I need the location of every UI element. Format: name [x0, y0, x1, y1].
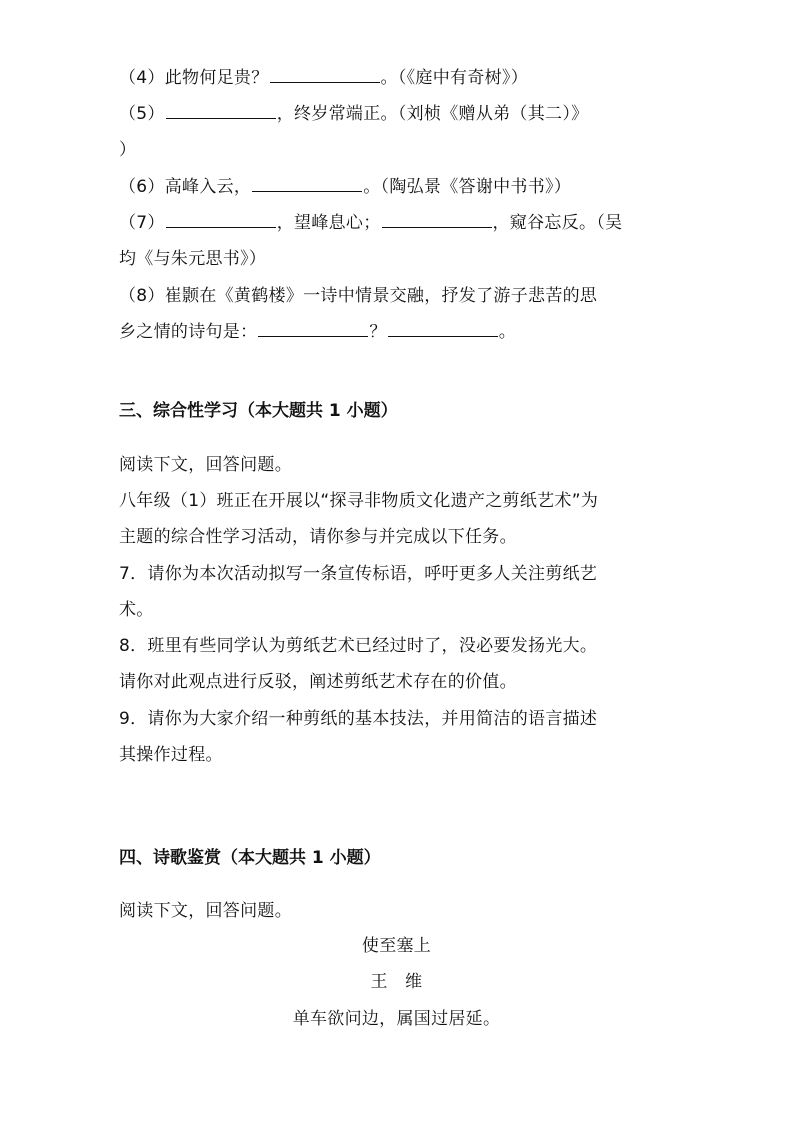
- fill-item-5: [119, 104, 588, 124]
- answer-blank[interactable]: [388, 322, 498, 337]
- section-3-paragraph-cont: 主题的综合性学习活动，请你参与并完成以下任务。: [119, 527, 517, 547]
- question-8: 8．班里有些同学认为剪纸艺术已经过时了，没必要发扬光大。: [119, 636, 598, 656]
- item-text: 高峰入云，: [164, 177, 252, 197]
- fill-item-7-tail: 均《与朱元思书》）: [119, 249, 267, 269]
- question-8-cont: 请你对此观点进行反驳，阐述剪纸艺术存在的价值。: [119, 672, 517, 692]
- question-9-cont: 其操作过程。: [119, 745, 223, 765]
- section-4-intro: 阅读下文，回答问题。: [119, 901, 292, 921]
- question-9: 9．请你为大家介绍一种剪纸的基本技法，并用简洁的语言描述: [119, 709, 598, 729]
- item-source: 。（陶弘景《答谢中书书》）: [363, 177, 572, 197]
- poem-line: 单车欲问边，属国过居延。: [292, 1009, 501, 1029]
- answer-blank[interactable]: [382, 213, 492, 228]
- answer-blank[interactable]: [166, 213, 276, 228]
- item-text: 崔颢在《黄鹤楼》一诗中情景交融，抒发了游子悲苦的思: [164, 286, 598, 306]
- section-3-paragraph: 八年级（1）班正在开展以“探寻非物质文化遗产之剪纸艺术”为: [119, 491, 599, 511]
- item-number: （4）: [119, 68, 165, 88]
- item-text: 。: [498, 322, 517, 342]
- item-number: （6）: [119, 177, 165, 197]
- question-7-cont: 术。: [119, 600, 154, 620]
- answer-blank[interactable]: [270, 68, 380, 83]
- fill-item-4: [119, 68, 528, 88]
- answer-blank[interactable]: [258, 322, 368, 337]
- item-source: ，终岁常端正。（刘桢《赠从弟（其二）》: [276, 104, 589, 124]
- fill-item-8: [119, 286, 597, 306]
- item-source: 。（《庭中有奇树》）: [380, 68, 529, 88]
- section-3-title: 三、综合性学习（本大题共 1 小题）: [119, 401, 398, 421]
- item-source: ，窥谷忘反。（吴: [492, 213, 623, 233]
- fill-item-5-tail: ）: [119, 140, 137, 160]
- poem-title: 使至塞上: [361, 936, 432, 956]
- item-text: ，望峰息心；: [276, 213, 381, 233]
- fill-item-8-line2: [119, 322, 516, 342]
- item-number: （8）: [119, 286, 165, 306]
- item-text: ？: [369, 322, 387, 342]
- section-3-intro: 阅读下文，回答问题。: [119, 455, 292, 475]
- item-text: 此物何足贵？: [164, 68, 269, 88]
- fill-item-7: [119, 213, 622, 233]
- item-number: （5）: [119, 104, 165, 124]
- item-text: 乡之情的诗句是：: [119, 322, 258, 342]
- question-7: 7．请你为本次活动拟写一条宣传标语，呼吁更多人关注剪纸艺: [119, 564, 598, 584]
- poem-author: 王 维: [370, 972, 423, 992]
- answer-blank[interactable]: [166, 104, 276, 119]
- answer-blank[interactable]: [252, 177, 362, 192]
- fill-item-6: [119, 177, 571, 197]
- item-number: （7）: [119, 213, 165, 233]
- section-4-title: 四、诗歌鉴赏（本大题共 1 小题）: [119, 848, 381, 868]
